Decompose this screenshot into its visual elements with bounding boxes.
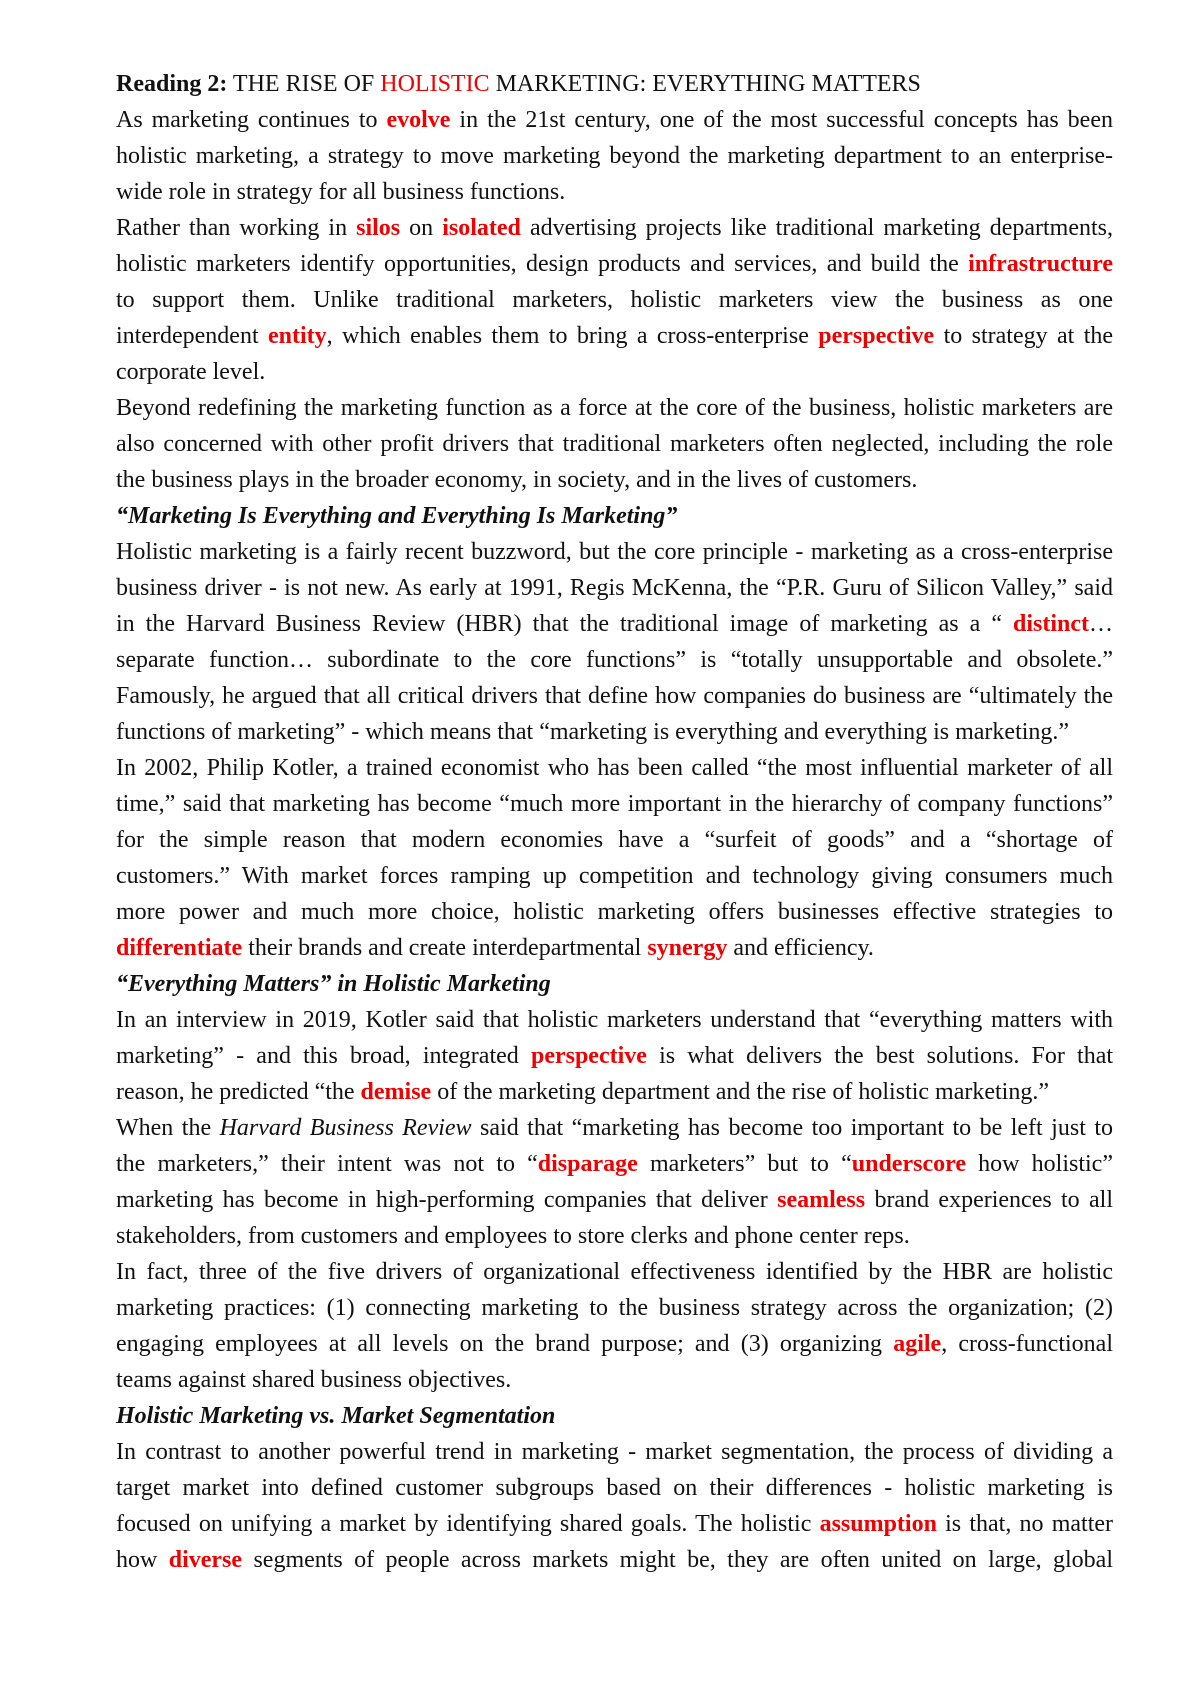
text-run: engaging employees at all levels on the brand purpose; and (3) organizing: [116, 1331, 894, 1357]
highlighted-term: perspective: [818, 323, 935, 349]
text-line: [116, 714, 1113, 750]
text-line: [116, 1002, 1113, 1038]
text-run: In an interview in 2019, Kotler said that holistic marketers understand that “everything matters with: [116, 1007, 1113, 1033]
text-line: [116, 570, 1113, 606]
text-run: , cross-functional: [941, 1331, 1113, 1357]
text-line: [116, 786, 1113, 822]
text-run: functions of marketing” - which means that “marketing is everything and everything is marketing.”: [116, 719, 1070, 745]
section-heading: [116, 1398, 1113, 1434]
text-line: [116, 894, 1113, 930]
text-run: on: [400, 215, 443, 241]
highlighted-term: underscore: [851, 1151, 966, 1177]
section-heading: [116, 966, 1113, 1002]
text-run: their brands and create interdepartmental: [242, 935, 648, 961]
text-run: Holistic marketing is a fairly recent buzzword, but the core principle - marketing as a cross-enterprise: [116, 539, 1113, 565]
text-line: [116, 390, 1113, 426]
highlighted-term: diverse: [168, 1547, 243, 1573]
text-run: to strategy at the: [934, 323, 1114, 349]
text-run: brand experiences to all: [865, 1187, 1113, 1213]
text-line: [116, 534, 1113, 570]
text-run: time,” said that marketing has become “much more important in the hierarchy of company functions”: [116, 791, 1113, 817]
text-line: [116, 1254, 1113, 1290]
text-run: holistic marketers identify opportunities, design products and services, and build the: [116, 251, 969, 277]
text-line: [116, 1506, 1113, 1542]
text-line: [116, 1398, 1113, 1434]
paragraph: [116, 1002, 1113, 1110]
text-line: [116, 462, 1113, 498]
text-line: [116, 102, 1113, 138]
text-line: [116, 210, 1113, 246]
highlighted-term: differentiate: [116, 935, 243, 961]
text-run: of the marketing department and the rise of holistic marketing.”: [431, 1079, 1050, 1105]
highlighted-term: evolve: [386, 107, 451, 133]
text-run: marketers” but to “: [637, 1151, 852, 1177]
paragraph: [116, 390, 1113, 498]
text-run: stakeholders, from customers and employees to store clerks and phone center reps.: [116, 1223, 910, 1249]
text-line: [116, 678, 1113, 714]
highlighted-term: perspective: [530, 1043, 647, 1069]
text-line: [116, 858, 1113, 894]
text-line: [116, 966, 1113, 1002]
highlighted-term: synergy: [647, 935, 728, 961]
text-run: THE RISE OF: [227, 71, 381, 97]
paragraph: [116, 750, 1113, 966]
text-run: also concerned with other profit drivers that traditional marketers often neglected, including the role: [116, 431, 1113, 457]
text-run: corporate level.: [116, 359, 266, 385]
text-run: As marketing continues to: [116, 107, 387, 133]
text-run: customers.” With market forces ramping up competition and technology giving consumers much: [116, 863, 1113, 889]
text-run: …: [1089, 611, 1113, 637]
text-run: how: [116, 1547, 169, 1573]
text-run: marketing” - and this broad, integrated: [116, 1043, 531, 1069]
text-line: [116, 66, 1113, 102]
text-run: MARKETING: EVERYTHING MATTERS: [489, 71, 921, 97]
text-line: [116, 246, 1113, 282]
text-run: how holistic”: [965, 1151, 1113, 1177]
document-title: [116, 66, 1113, 102]
text-run: in the Harvard Business Review (HBR) that the traditional image of marketing as a “: [116, 611, 1013, 637]
text-run: is what delivers the best solutions. For that: [646, 1043, 1114, 1069]
text-line: [116, 1038, 1113, 1074]
text-run: wide role in strategy for all business functions.: [116, 179, 566, 205]
text-run: the marketers,” their intent was not to “: [116, 1151, 538, 1177]
text-line: [116, 1182, 1113, 1218]
paragraph: [116, 102, 1113, 210]
text-line: [116, 1074, 1113, 1110]
text-run: Rather than working in: [116, 215, 357, 241]
section-heading-text: “Everything Matters” in Holistic Marketing: [116, 971, 551, 997]
text-run: In fact, three of the five drivers of organizational effectiveness identified by the HBR are holistic: [116, 1259, 1113, 1285]
text-line: [116, 138, 1113, 174]
highlighted-term: infrastructure: [968, 251, 1113, 277]
document-body: [116, 66, 1113, 1578]
text-run: for the simple reason that modern economies have a “surfeit of goods” and a “shortage of: [116, 827, 1113, 853]
text-line: [116, 642, 1113, 678]
text-run: teams against shared business objectives.: [116, 1367, 512, 1393]
highlighted-term: seamless: [777, 1187, 866, 1213]
text-line: [116, 498, 1113, 534]
text-line: [116, 822, 1113, 858]
text-line: [116, 1110, 1113, 1146]
section-heading-text: “Marketing Is Everything and Everything Is Marketing”: [116, 503, 678, 529]
text-run: segments of people across markets might be, they are often united on large, global: [242, 1547, 1113, 1573]
paragraph: [116, 1254, 1113, 1398]
text-run: is that, no matter: [936, 1511, 1114, 1537]
text-line: [116, 1146, 1113, 1182]
section-heading-text: Holistic Marketing vs. Market Segmentation: [116, 1403, 556, 1429]
text-run: target market into defined customer subgroups based on their differences - holistic marketing is: [116, 1475, 1113, 1501]
bold-text: Reading 2:: [116, 71, 228, 97]
highlighted-term: demise: [360, 1079, 432, 1105]
red-text: HOLISTIC: [380, 71, 490, 97]
text-run: , which enables them to bring a cross-enterprise: [326, 323, 819, 349]
highlighted-term: silos: [356, 215, 401, 241]
text-line: [116, 1290, 1113, 1326]
paragraph: [116, 534, 1113, 750]
highlighted-term: isolated: [442, 215, 521, 241]
text-run: more power and much more choice, holistic marketing offers businesses effective strategies to: [116, 899, 1113, 925]
highlighted-term: disparage: [537, 1151, 638, 1177]
text-run: In 2002, Philip Kotler, a trained economist who has been called “the most influential marketer of all: [116, 755, 1113, 781]
text-line: [116, 1326, 1113, 1362]
highlighted-term: distinct: [1012, 611, 1089, 637]
italic-text: Harvard Business Review: [219, 1115, 472, 1141]
paragraph: [116, 1434, 1113, 1578]
text-line: [116, 282, 1113, 318]
text-run: in the 21st century, one of the most successful concepts has been: [450, 107, 1113, 133]
text-run: holistic marketing, a strategy to move marketing beyond the marketing department to an enterprise-: [116, 143, 1113, 169]
text-line: [116, 1362, 1113, 1398]
text-run: interdependent: [116, 323, 268, 349]
text-line: [116, 426, 1113, 462]
text-run: In contrast to another powerful trend in marketing - market segmentation, the process of dividing a: [116, 1439, 1113, 1465]
text-run: Famously, he argued that all critical drivers that define how companies do business are “ultimately the: [116, 683, 1113, 709]
text-line: [116, 750, 1113, 786]
paragraph: [116, 1110, 1113, 1254]
text-run: separate function… subordinate to the core functions” is “totally unsupportable and obsolete.”: [116, 647, 1113, 673]
text-run: business driver - is not new. As early at 1991, Regis McKenna, the “P.R. Guru of Silicon Valley,” said: [116, 575, 1113, 601]
text-line: [116, 1542, 1113, 1578]
text-line: [116, 1470, 1113, 1506]
text-run: marketing practices: (1) connecting marketing to the business strategy across the organization; (2): [116, 1295, 1113, 1321]
document-content: [116, 102, 1113, 1578]
highlighted-term: assumption: [819, 1511, 937, 1537]
text-line: [116, 1218, 1113, 1254]
text-line: [116, 354, 1113, 390]
text-run: said that “marketing has become too important to be left just to: [471, 1115, 1113, 1141]
highlighted-term: entity: [268, 323, 327, 349]
paragraph: [116, 210, 1113, 390]
section-heading: [116, 498, 1113, 534]
text-run: When the: [116, 1115, 220, 1141]
text-run: the business plays in the broader economy, in society, and in the lives of customers.: [116, 467, 918, 493]
text-run: Beyond redefining the marketing function as a force at the core of the business, holistic marketers are: [116, 395, 1113, 421]
text-run: to support them. Unlike traditional marketers, holistic marketers view the business as one: [116, 287, 1113, 313]
text-run: and efficiency.: [727, 935, 874, 961]
highlighted-term: agile: [893, 1331, 942, 1357]
text-line: [116, 174, 1113, 210]
text-line: [116, 606, 1113, 642]
text-line: [116, 1434, 1113, 1470]
text-line: [116, 318, 1113, 354]
text-run: marketing has become in high-performing companies that deliver: [116, 1187, 778, 1213]
text-run: focused on unifying a market by identifying shared goals. The holistic: [116, 1511, 820, 1537]
text-run: reason, he predicted “the: [116, 1079, 361, 1105]
text-run: advertising projects like traditional marketing departments,: [520, 215, 1113, 241]
text-line: [116, 930, 1113, 966]
